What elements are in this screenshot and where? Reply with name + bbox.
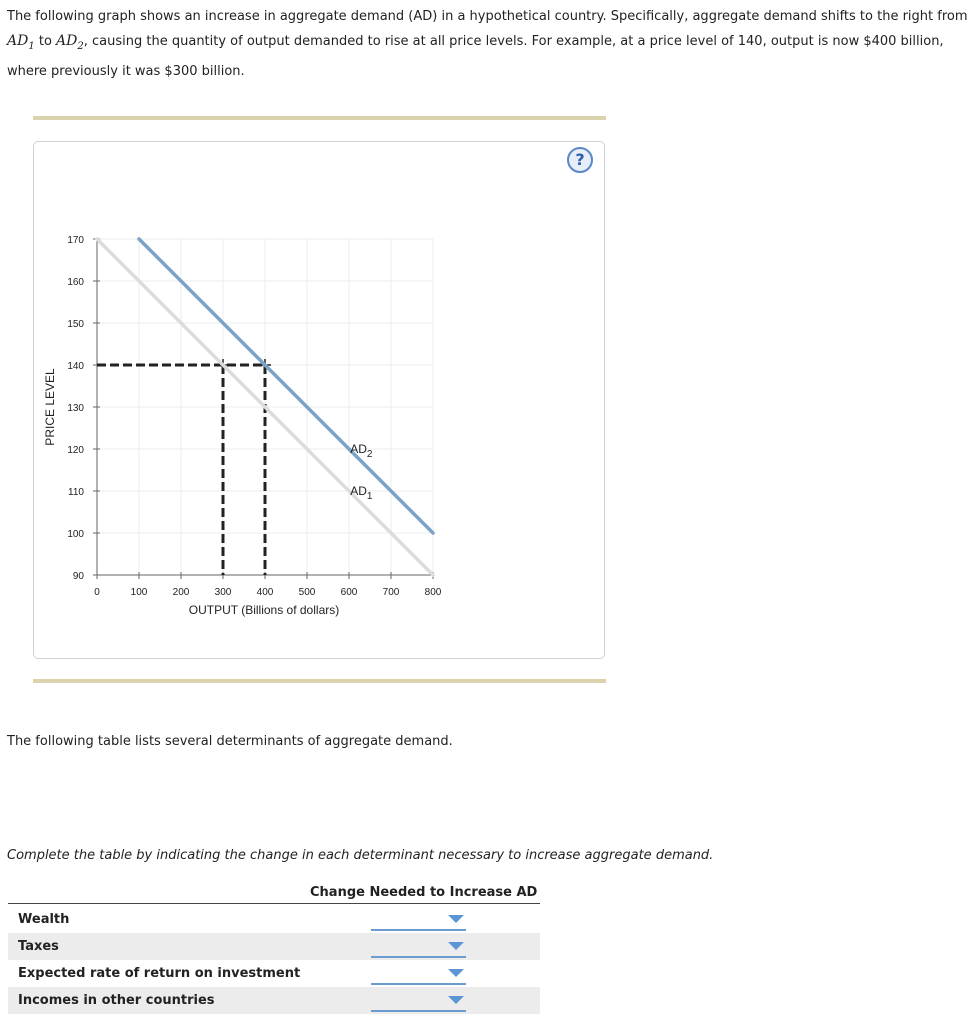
x-tick-label: 200 (172, 587, 190, 598)
row-label: Wealth (18, 912, 70, 927)
y-tick-label: 140 (67, 361, 84, 372)
row-label: Taxes (18, 939, 59, 954)
dropdown-arrow-icon[interactable] (448, 969, 464, 977)
x-tick-label: 500 (298, 587, 316, 598)
y-tick-label: 160 (67, 277, 84, 288)
help-button[interactable]: ? (567, 147, 593, 173)
y-tick-label: 170 (67, 235, 84, 246)
y-tick-label: 150 (67, 319, 84, 330)
wealth-dropdown[interactable] (371, 909, 466, 931)
intro-part1: The following graph shows an increase in aggregate demand (AD) in a hypothetical country. Specifically, aggregate demand shifts to the right from (7, 9, 968, 24)
instruction-text: Complete the table by indicating the change in each determinant necessary to increase aggregate demand. (7, 848, 714, 863)
x-tick-label: 800 (424, 587, 442, 598)
x-tick-label: 400 (256, 587, 274, 598)
y-tick-label: 120 (67, 445, 84, 456)
dashed-guides (97, 359, 271, 575)
bottom-divider (33, 679, 606, 683)
y-axis-title: PRICE LEVEL (43, 368, 57, 446)
ad2-symbol: $AD_2$ (56, 33, 84, 52)
curve-label-ad2: $AD_2$ (350, 442, 373, 460)
chart-labels (43, 235, 442, 617)
x-tick-label: 0 (94, 587, 100, 598)
row-label: Expected rate of return on investment (18, 966, 301, 981)
x-tick-label: 100 (130, 587, 148, 598)
intro-part2: , causing the quantity of output demanded to rise at all price levels. For example, at a price level of 140, output is now $400 billion, where previously it was $300 billion. (7, 34, 944, 79)
axes (93, 239, 433, 579)
series-line-ad2 (139, 239, 433, 533)
ad1-symbol: $AD_1$ (7, 33, 35, 52)
intro-to: to (34, 34, 57, 49)
table-row-expected-return (8, 960, 540, 987)
dropdown-arrow-icon[interactable] (448, 942, 464, 950)
table-header (8, 884, 540, 904)
dropdown-arrow-icon[interactable] (448, 996, 464, 1004)
curve-label-ad1: $AD_1$ (350, 484, 373, 502)
x-tick-label: 700 (382, 587, 400, 598)
table-intro-text: The following table lists several determinants of aggregate demand. (7, 734, 453, 749)
table-header-label: Change Needed to Increase AD (310, 885, 538, 900)
row-label: Incomes in other countries (18, 993, 215, 1008)
table-row-wealth (8, 906, 540, 933)
x-tick-label: 300 (214, 587, 232, 598)
table-row-foreign-incomes (8, 987, 540, 1014)
expected-return-dropdown[interactable] (371, 963, 466, 985)
taxes-dropdown[interactable] (371, 936, 466, 958)
y-tick-label: 100 (67, 529, 84, 540)
y-tick-label: 130 (67, 403, 84, 414)
x-axis-title: OUTPUT (Billions of dollars) (188, 603, 340, 617)
dropdown-arrow-icon[interactable] (448, 915, 464, 923)
foreign-incomes-dropdown[interactable] (371, 990, 466, 1012)
y-tick-label: 90 (72, 571, 84, 582)
y-tick-label: 110 (68, 487, 84, 498)
x-tick-label: 600 (340, 587, 358, 598)
table-row-taxes (8, 933, 540, 960)
